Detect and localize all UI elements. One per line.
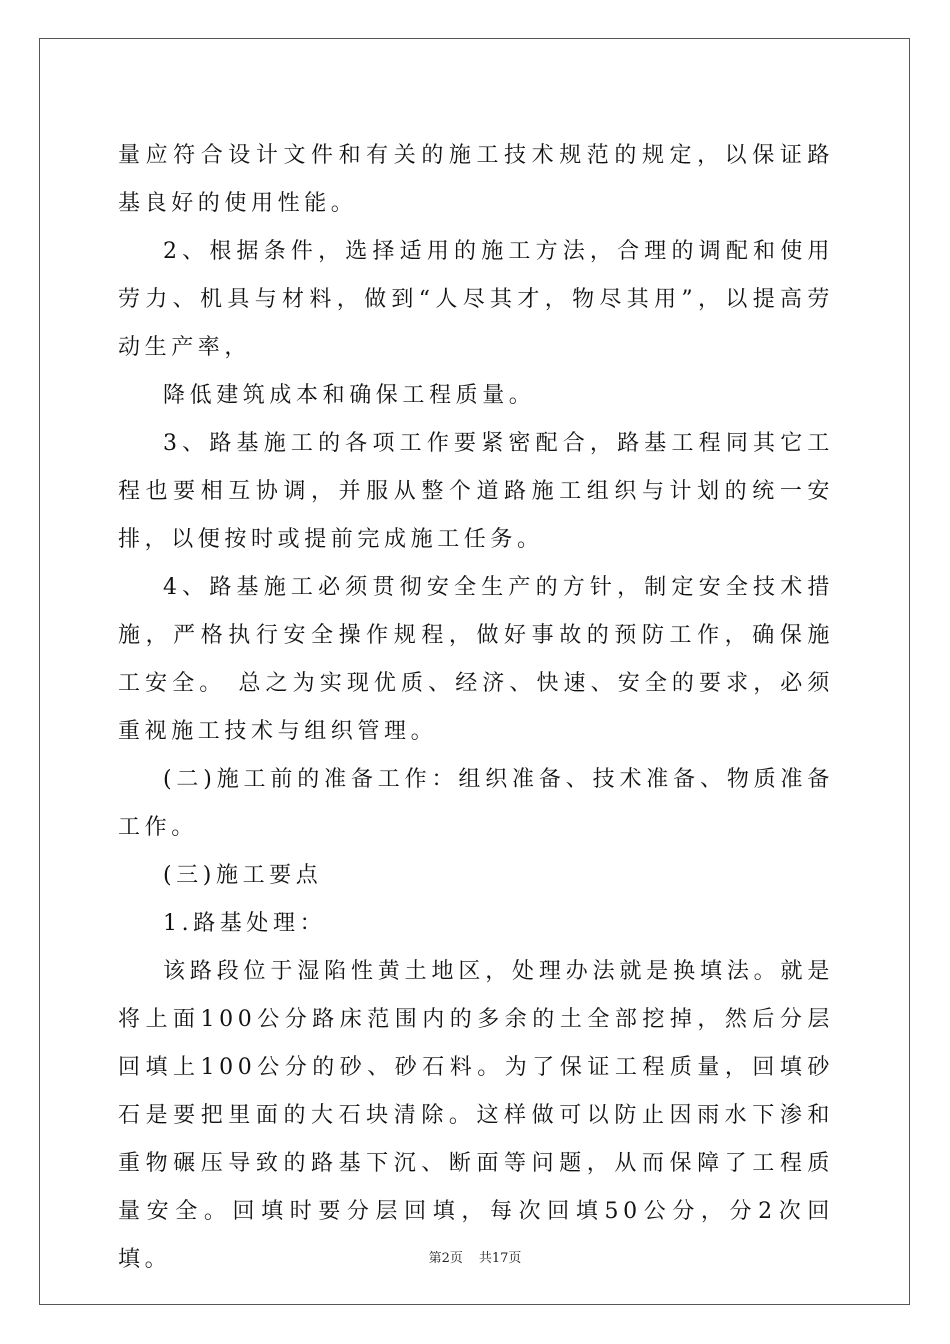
- paragraph: 2、根据条件，选择适用的施工方法，合理的调配和使用劳力、机具与材料，做到“人尽其才，物尽其用”，以提高劳动生产率，: [118, 239, 834, 360]
- paragraph: 降低建筑成本和确保工程质量。: [163, 383, 536, 408]
- paragraph: 量应符合设计文件和有关的施工技术规范的规定，以保证路基良好的使用性能。: [118, 143, 834, 216]
- paragraph: 3、路基施工的各项工作要紧密配合，路基工程同其它工程也要相互协调，并服从整个道路施工组织与计划的统一安排，以便按时或提前完成施工任务。: [118, 431, 834, 552]
- paragraph: 4、路基施工必须贯彻安全生产的方针，制定安全技术措施，严格执行安全操作规程，做好事故的预防工作，确保施工安全。 总之为实现优质、经济、快速、安全的要求，必须重视施工技术与组织管理。: [118, 575, 834, 744]
- section-heading: (二)施工前的准备工作：组织准备、技术准备、物质准备工作。: [118, 767, 834, 840]
- document-body: [118, 132, 834, 1284]
- page-total: 共17页: [478, 1251, 522, 1266]
- section-heading: (三)施工要点: [163, 863, 323, 888]
- page-footer: [0, 1247, 950, 1266]
- page-number: 第2页: [428, 1251, 463, 1266]
- subsection-heading: 1.路基处理：: [163, 911, 327, 936]
- paragraph: 该路段位于湿陷性黄土地区，处理办法就是换填法。就是将上面100公分路床范围内的多余的土全部挖掉，然后分层回填上100公分的砂、砂石料。为了保证工程质量，回填砂石是要把里面的大石块清除。这样做可以防止因雨水下渗和重物碾压导致的路基下沉、断面等问题，从而保障了工程质量安全。回填时要分层回填，每次回填50公分，分2次回填。: [118, 959, 834, 1272]
